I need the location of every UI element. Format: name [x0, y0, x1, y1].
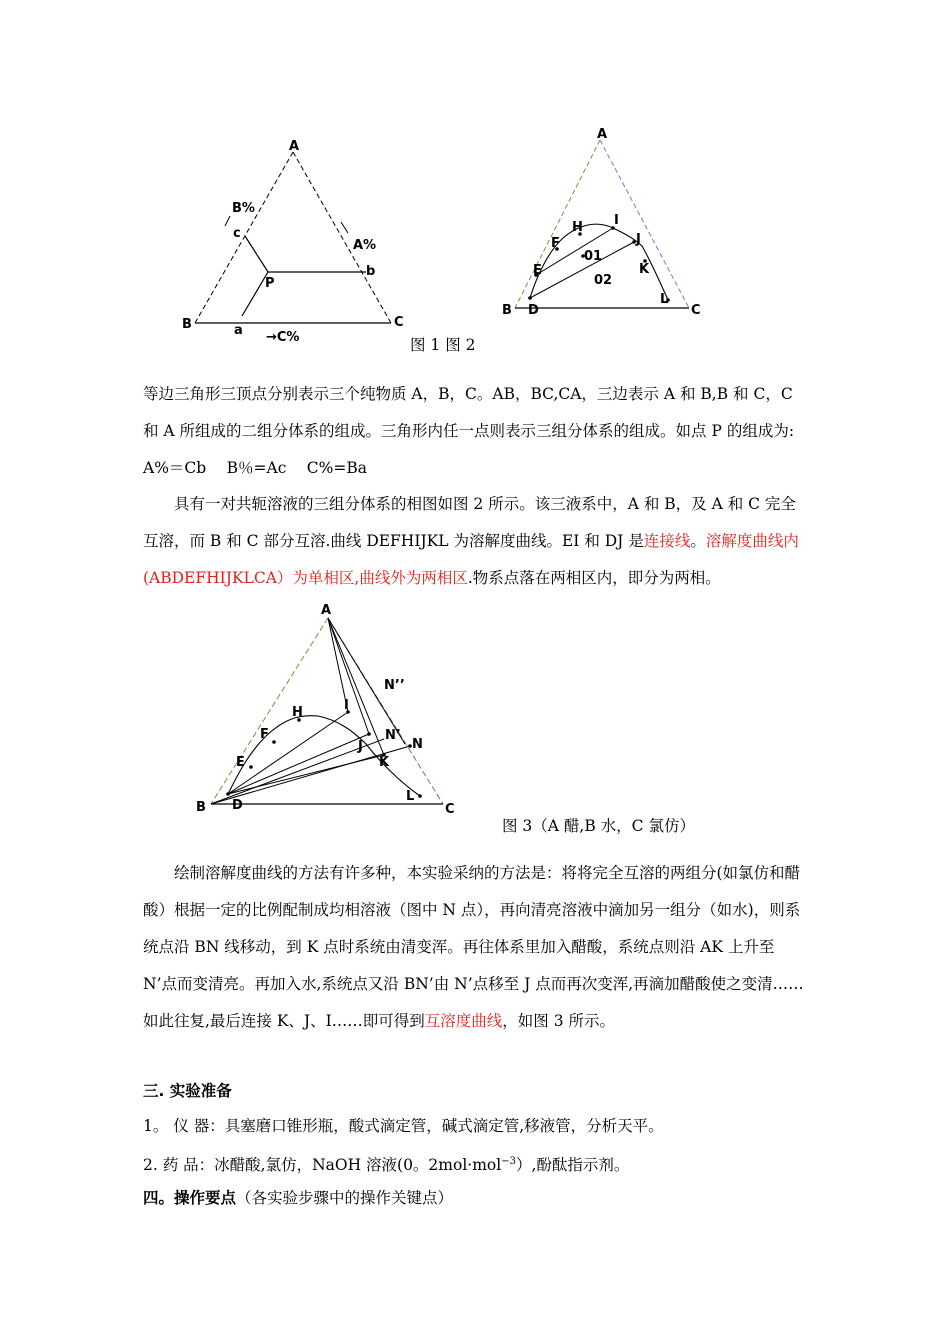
point-j-label: J: [358, 739, 363, 754]
vertex-b-label: B: [182, 317, 192, 332]
figure-3-titration-diagram: [188, 596, 478, 826]
point-k-label: K: [379, 755, 390, 770]
point-a-label: a: [234, 323, 243, 338]
para2-text-2: 。: [690, 532, 706, 550]
b-percent-label: B%: [232, 201, 255, 216]
vertex-c-label: C: [394, 315, 404, 330]
point-b-label: b: [366, 264, 376, 279]
point-k-label: K: [639, 262, 650, 277]
para2-highlight-tie-line: 连接线: [643, 532, 691, 550]
figure-2-solubility-diagram: [498, 122, 708, 322]
figure-3-svg: [188, 596, 478, 826]
point-f-label: F: [260, 727, 269, 742]
line-cp: [245, 236, 268, 272]
point-p-label: P: [265, 276, 275, 291]
point-i-label: I: [344, 698, 349, 713]
vertex-a-label: A: [321, 603, 332, 618]
arrow-a-icon: [341, 222, 348, 233]
para2-highlight-phase-region: 溶解度曲线内(ABDEFHIJKLCA）为单相区,曲线外为两相区: [143, 532, 799, 587]
point-d-label: D: [232, 798, 243, 813]
para3-text-1: 绘制溶解度曲线的方法有许多种，本实验采纳的方法是：将将完全互溶的两组分(如氯仿和醋酸）根据一定的比例配制成均相溶液（图中 N 点），再向清亮溶液中滴加另一组分（如水)，则系统点沿 BN 线移动，到 K 点时系统由清变浑。再往体系里加入醋酸，系统点则沿 AK 上升至 N’点而变清亮。再加入水,系统点又沿 BN’由 N’点移至 J 点而再次变浑,再滴加醋酸使之变清……如此往复,最后连接 K、J、I……即可得到: [143, 864, 804, 1030]
point-e-label: E: [533, 263, 542, 278]
figure-1-svg: [170, 130, 410, 345]
para3-highlight-curve: 互溶度曲线: [424, 1012, 503, 1030]
vertex-a-label: A: [597, 127, 608, 142]
para2-text-3: .物系点落在两相区内，即分为两相。: [467, 569, 721, 587]
figure-1-ternary-diagram: [170, 130, 410, 345]
point-o2-label: 02: [594, 273, 613, 288]
point-d: [226, 792, 230, 796]
vertex-c-label: C: [691, 303, 701, 318]
paragraph-method: [143, 855, 811, 1040]
item-reagents-text: 2. 药 品：冰醋酸,氯仿，NaOH 溶液(0。2mol·mol: [143, 1156, 502, 1175]
edge-ac: [293, 152, 391, 323]
figure-3-caption: 图 3（A 醋,B 水，C 氯仿）: [502, 817, 695, 835]
vertex-b-label: B: [196, 800, 206, 815]
point-n-double-prime-label: N’’: [384, 678, 405, 693]
point-f: [272, 740, 276, 744]
point-f-label: F: [551, 236, 560, 251]
item-reagents-superscript: −3: [501, 1156, 516, 1167]
section-4-heading: [143, 1188, 453, 1208]
item-instruments: 1。 仪 器：具塞磨口锥形瓶，酸式滴定管，碱式滴定管,移液管，分析天平。: [143, 1117, 664, 1135]
figure-1-2-caption: 图 1 图 2: [410, 336, 476, 354]
section-4-title: 四。操作要点: [143, 1189, 237, 1207]
point-o1-label: 01: [584, 249, 603, 264]
arrow-b-icon: [225, 216, 230, 226]
point-j-label: J: [636, 232, 641, 247]
point-l-label: L: [406, 789, 415, 804]
paragraph-conjugate-solution: [143, 486, 811, 597]
tie-line-dj: [530, 242, 634, 298]
point-j: [367, 732, 371, 736]
edge-ab: [195, 152, 293, 323]
item-reagents: [143, 1152, 629, 1175]
point-d: [528, 296, 532, 300]
point-l-label: L: [660, 292, 669, 307]
vertex-a-label: A: [289, 139, 300, 154]
a-percent-label: A%: [353, 238, 377, 253]
section-3-title: 三. 实验准备: [143, 1082, 232, 1100]
item-reagents-text-end: ）,酚酞指示剂。: [515, 1156, 630, 1175]
figure-2-svg: [498, 122, 708, 322]
vertex-c-label: C: [445, 802, 455, 817]
section-4-note: （各实验步骤中的操作关键点）: [236, 1189, 454, 1207]
c-percent-label: →C%: [266, 330, 300, 345]
point-n-label: N: [412, 737, 423, 752]
vertex-b-label: B: [502, 303, 512, 318]
point-i-label: I: [614, 213, 619, 228]
line-a-j: [328, 618, 369, 734]
point-l: [418, 794, 422, 798]
point-d-label: D: [528, 303, 539, 318]
point-c-label: c: [233, 226, 241, 241]
point-n-prime-label: N’: [385, 728, 401, 743]
point-h-label: H: [572, 220, 583, 235]
point-e: [249, 765, 253, 769]
para3-text-2: ，如图 3 所示。: [502, 1012, 616, 1030]
paragraph-triangle-explanation: 等边三角形三顶点分别表示三个纯物质 A，B，C。AB，BC,CA，三边表示 A 和 B,B 和 C，C 和 A 所组成的二组分体系的组成。三角形内任一点则表示三组分体系的组成。如点 P 的组成为: A%＝Cb B％=Ac C%=Ba: [143, 385, 795, 477]
point-e-label: E: [236, 755, 245, 770]
point-h-label: H: [292, 705, 303, 720]
para2-text-1: 具有一对共轭溶液的三组分体系的相图如图 2 所示。该三液系中，A 和 B，及 A 和 C 完全互溶，而 B 和 C 部分互溶.曲线 DEFHIJKL 为溶解度曲线。EI 和 DJ 是: [143, 495, 796, 550]
